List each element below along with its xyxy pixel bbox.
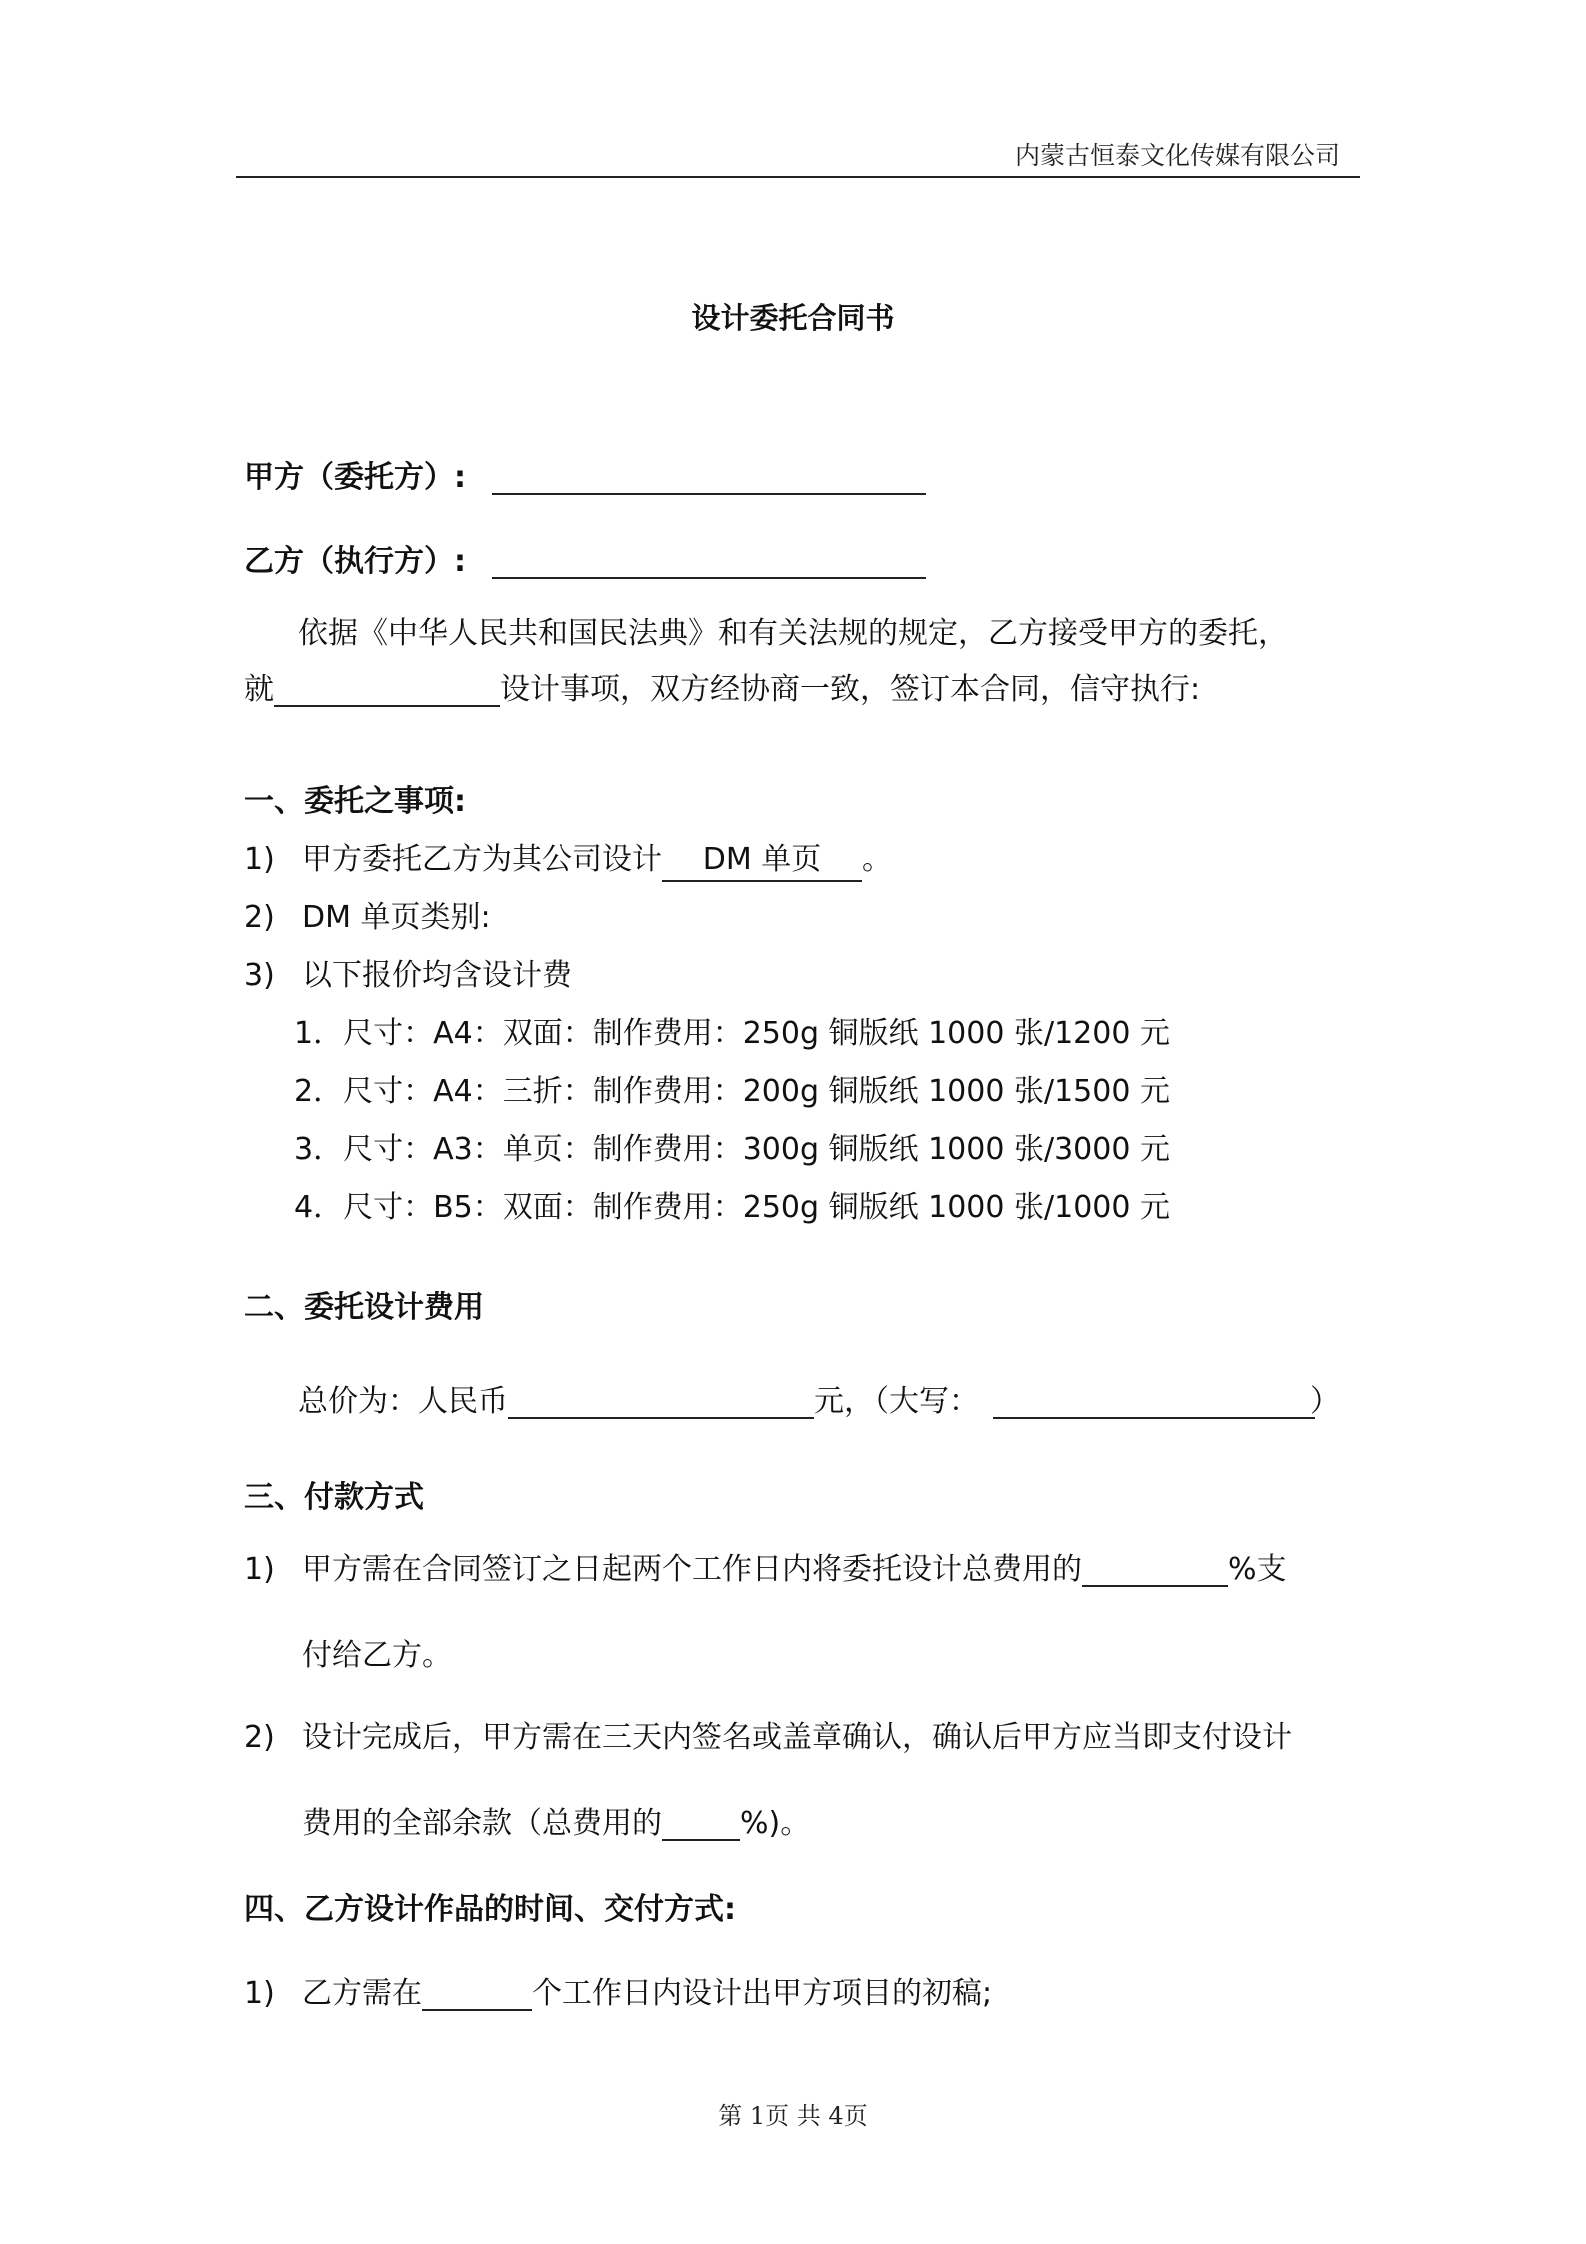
price-option-1: 1．尺寸：A4：双面：制作费用：250g 铜版纸 1000 张/1200 元 bbox=[294, 1016, 1170, 1051]
design-subject-field[interactable] bbox=[274, 671, 500, 707]
item-text: 以下报价均含设计费 bbox=[302, 958, 572, 993]
total-mid: 元，（大写： bbox=[814, 1384, 979, 1419]
header-divider bbox=[236, 176, 1360, 178]
section-1-heading: 一、委托之事项: bbox=[244, 784, 466, 819]
party-b-label: 乙方（执行方）: bbox=[244, 544, 466, 579]
intro-prefix: 就 bbox=[244, 672, 274, 707]
design-type-field[interactable]: DM 单页 bbox=[662, 840, 862, 882]
item-suffix: %)。 bbox=[740, 1806, 811, 1841]
section-3-heading: 三、付款方式 bbox=[244, 1480, 424, 1515]
party-b-row bbox=[244, 542, 926, 582]
section-4-heading: 四、乙方设计作品的时间、交付方式: bbox=[244, 1892, 736, 1927]
document-title: 设计委托合同书 bbox=[691, 301, 895, 335]
draft-days-field[interactable] bbox=[422, 1975, 532, 2011]
item-number: 1) bbox=[244, 1552, 275, 1587]
item-number: 1) bbox=[244, 842, 275, 877]
item-text: DM 单页类别: bbox=[302, 900, 491, 935]
price-option-4: 4．尺寸：B5：双面：制作费用：250g 铜版纸 1000 张/1000 元 bbox=[294, 1190, 1171, 1225]
item-text: 甲方委托乙方为其公司设计 bbox=[302, 842, 662, 877]
total-amount-field[interactable] bbox=[508, 1383, 814, 1419]
section-3-item-2 bbox=[244, 1718, 1292, 1758]
balance-percent-field[interactable] bbox=[662, 1805, 740, 1841]
item-number: 1) bbox=[244, 1976, 275, 2011]
party-a-label: 甲方（委托方）: bbox=[244, 460, 466, 495]
item-number: 2) bbox=[244, 900, 275, 935]
total-close-paren: ） bbox=[1310, 1384, 1340, 1419]
section-3-item-2-cont bbox=[302, 1804, 810, 1844]
party-b-field[interactable] bbox=[492, 543, 926, 579]
total-price-row bbox=[298, 1382, 1315, 1422]
item-suffix: %支 bbox=[1228, 1552, 1287, 1587]
item-number: 2) bbox=[244, 1720, 275, 1755]
party-a-field[interactable] bbox=[492, 459, 926, 495]
item-text: 费用的全部余款（总费用的 bbox=[302, 1806, 662, 1841]
page-number-footer: 第 1页 共 4页 bbox=[718, 2102, 868, 2130]
price-option-2: 2．尺寸：A4：三折：制作费用：200g 铜版纸 1000 张/1500 元 bbox=[294, 1074, 1170, 1109]
section-1-item-1 bbox=[244, 840, 892, 882]
price-option-3: 3．尺寸：A3：单页：制作费用：300g 铜版纸 1000 张/3000 元 bbox=[294, 1132, 1170, 1167]
header-company-name: 内蒙古恒泰文化传媒有限公司 bbox=[1014, 141, 1340, 170]
section-2-heading: 二、委托设计费用 bbox=[244, 1290, 484, 1325]
section-1-item-2 bbox=[244, 898, 491, 938]
section-1-item-3 bbox=[244, 956, 572, 996]
item-text: 乙方需在 bbox=[302, 1976, 422, 2011]
total-prefix: 总价为：人民币 bbox=[298, 1384, 508, 1419]
intro-suffix: 设计事项，双方经协商一致，签订本合同，信守执行: bbox=[500, 672, 1201, 707]
intro-line-1: 依据《中华人民共和国民法典》和有关法规的规定，乙方接受甲方的委托， bbox=[298, 616, 1288, 651]
item-number: 3) bbox=[244, 958, 275, 993]
item-suffix: 个工作日内设计出甲方项目的初稿; bbox=[532, 1976, 993, 2011]
section-4-item-1 bbox=[244, 1974, 992, 2014]
section-3-item-1-cont: 付给乙方。 bbox=[302, 1638, 452, 1673]
item-text: 设计完成后，甲方需在三天内签名或盖章确认，确认后甲方应当即支付设计 bbox=[302, 1720, 1292, 1755]
item-suffix: 。 bbox=[862, 842, 892, 877]
amount-in-words-field[interactable] bbox=[993, 1383, 1315, 1419]
intro-line-2 bbox=[244, 670, 1200, 710]
section-3-item-1 bbox=[244, 1550, 1287, 1590]
deposit-percent-field[interactable] bbox=[1082, 1551, 1228, 1587]
item-text: 甲方需在合同签订之日起两个工作日内将委托设计总费用的 bbox=[302, 1552, 1082, 1587]
party-a-row bbox=[244, 458, 926, 498]
